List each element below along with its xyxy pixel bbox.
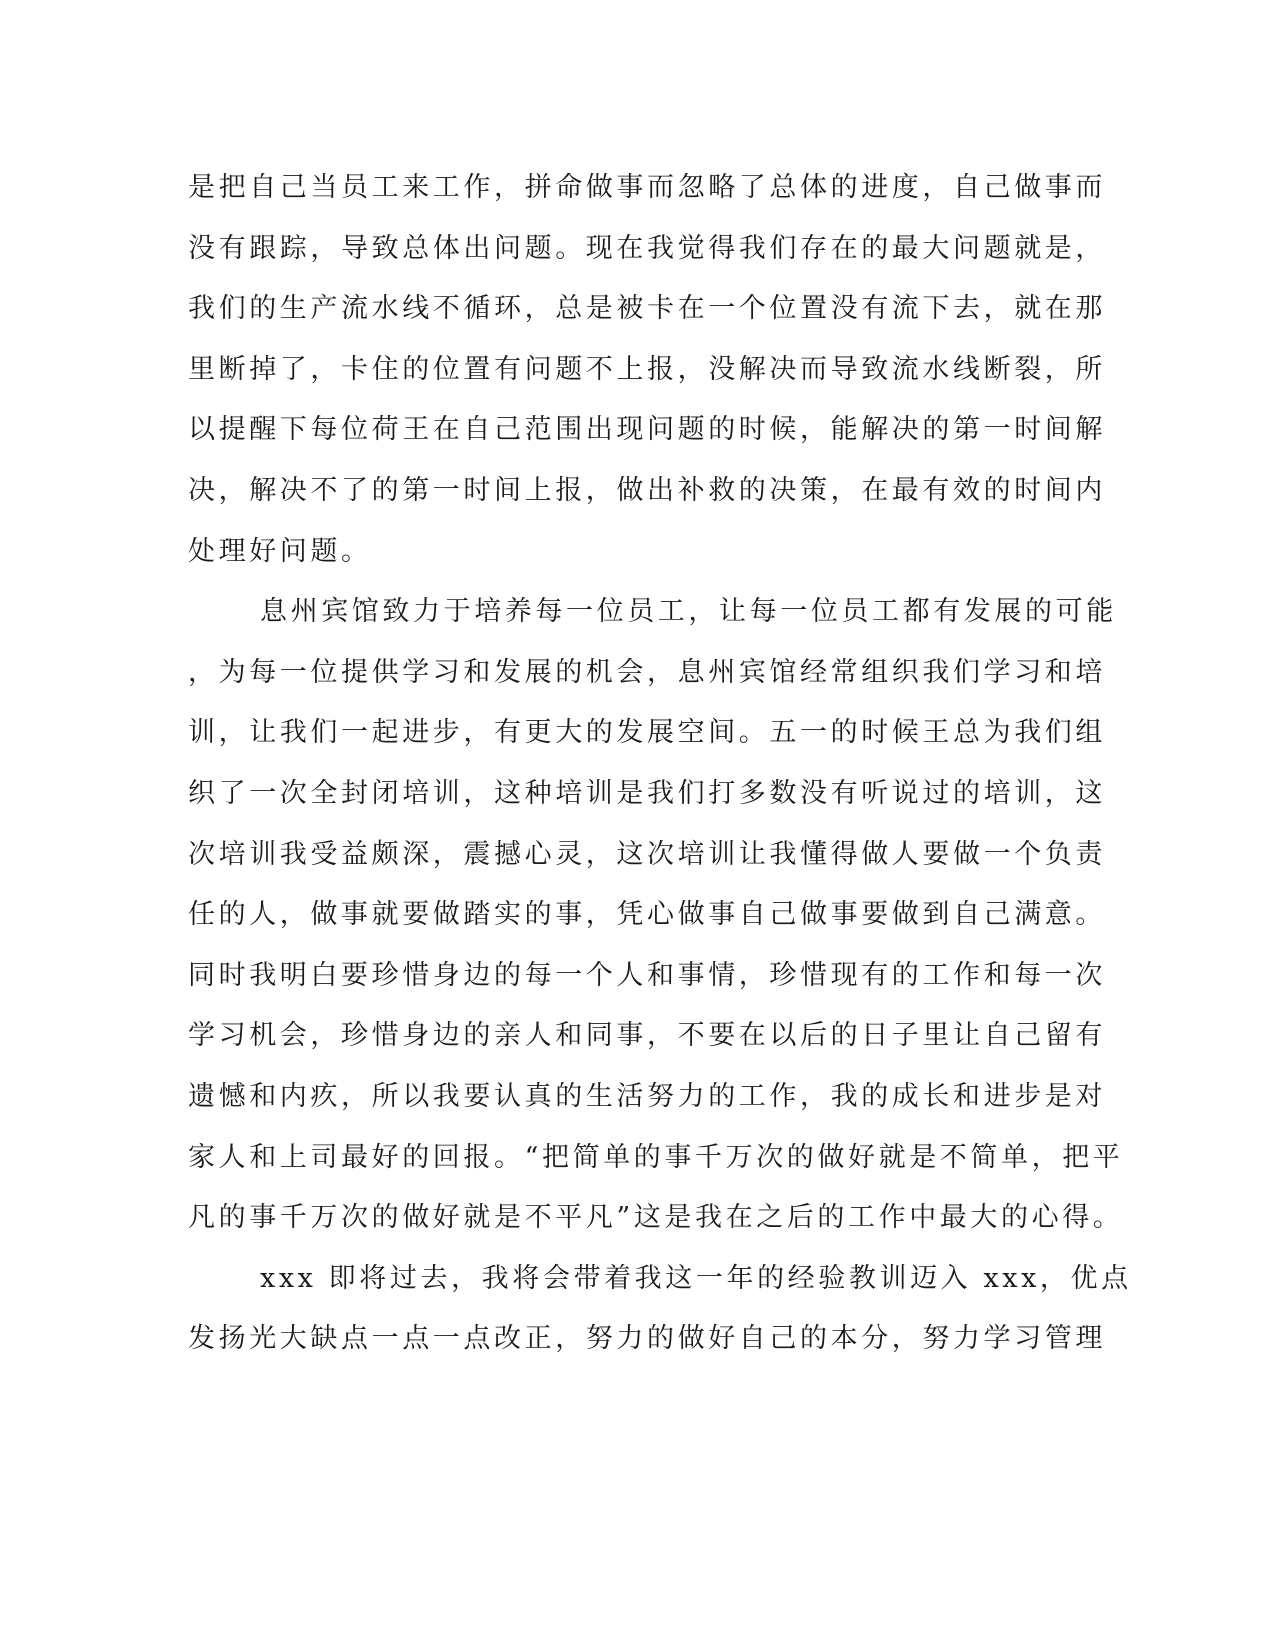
text-line: 是把自己当员工来工作，拼命做事而忽略了总体的进度，自己做事而 xyxy=(188,172,1106,203)
text-line: 学习机会，珍惜身边的亲人和同事，不要在以后的日子里让自己留有 xyxy=(188,1020,1106,1052)
text-line: 没有跟踪，导致总体出问题。现在我觉得我们存在的最大问题就是， xyxy=(188,232,1106,264)
paragraph-1 xyxy=(188,158,1106,582)
text-line: 以提醒下每位荷王在自己范围出现问题的时候，能解决的第一时间解 xyxy=(188,414,1106,446)
text-line: 任的人，做事就要做踏实的事，凭心做事自己做事要做到自己满意。 xyxy=(188,899,1106,931)
text-line: 决，解决不了的第一时间上报，做出补救的决策，在最有效的时间内 xyxy=(188,474,1106,506)
document-body xyxy=(188,158,1132,1370)
text-line: 凡的事千万次的做好就是不平凡”这是我在之后的工作中最大的心得。 xyxy=(188,1202,1124,1234)
text-line: 织了一次全封闭培训，这种培训是我们打多数没有听说过的培训，这 xyxy=(188,777,1106,809)
text-line: 次培训我受益颇深，震撼心灵，这次培训让我懂得做人要做一个负责 xyxy=(188,838,1106,870)
text-line: 处理好问题。 xyxy=(188,535,372,567)
text-line: 发扬光大缺点一点一点改正，努力的做好自己的本分，努力学习管理 xyxy=(188,1323,1106,1355)
paragraph-3 xyxy=(188,1249,1132,1370)
text-line: 我们的生产流水线不循环，总是被卡在一个位置没有流下去，就在那 xyxy=(188,293,1106,325)
text-line: xxx 即将过去，我将会带着我这一年的经验教训迈入 xxx，优点 xyxy=(260,1262,1132,1294)
text-line: 同时我明白要珍惜身边的每一个人和事情，珍惜现有的工作和每一次 xyxy=(188,959,1106,991)
paragraph-2 xyxy=(188,582,1124,1249)
text-line: 家人和上司最好的回报。“把简单的事千万次的做好就是不简单，把平 xyxy=(188,1141,1124,1173)
text-line: ，为每一位提供学习和发展的机会，息州宾馆经常组织我们学习和培 xyxy=(188,656,1106,688)
text-line: 里断掉了，卡住的位置有问题不上报，没解决而导致流水线断裂，所 xyxy=(188,353,1106,385)
text-line: 遗憾和内疚，所以我要认真的生活努力的工作，我的成长和进步是对 xyxy=(188,1080,1106,1112)
text-line: 息州宾馆致力于培养每一位员工，让每一位员工都有发展的可能 xyxy=(260,596,1117,628)
text-line: 训，让我们一起进步，有更大的发展空间。五一的时候王总为我们组 xyxy=(188,717,1106,749)
